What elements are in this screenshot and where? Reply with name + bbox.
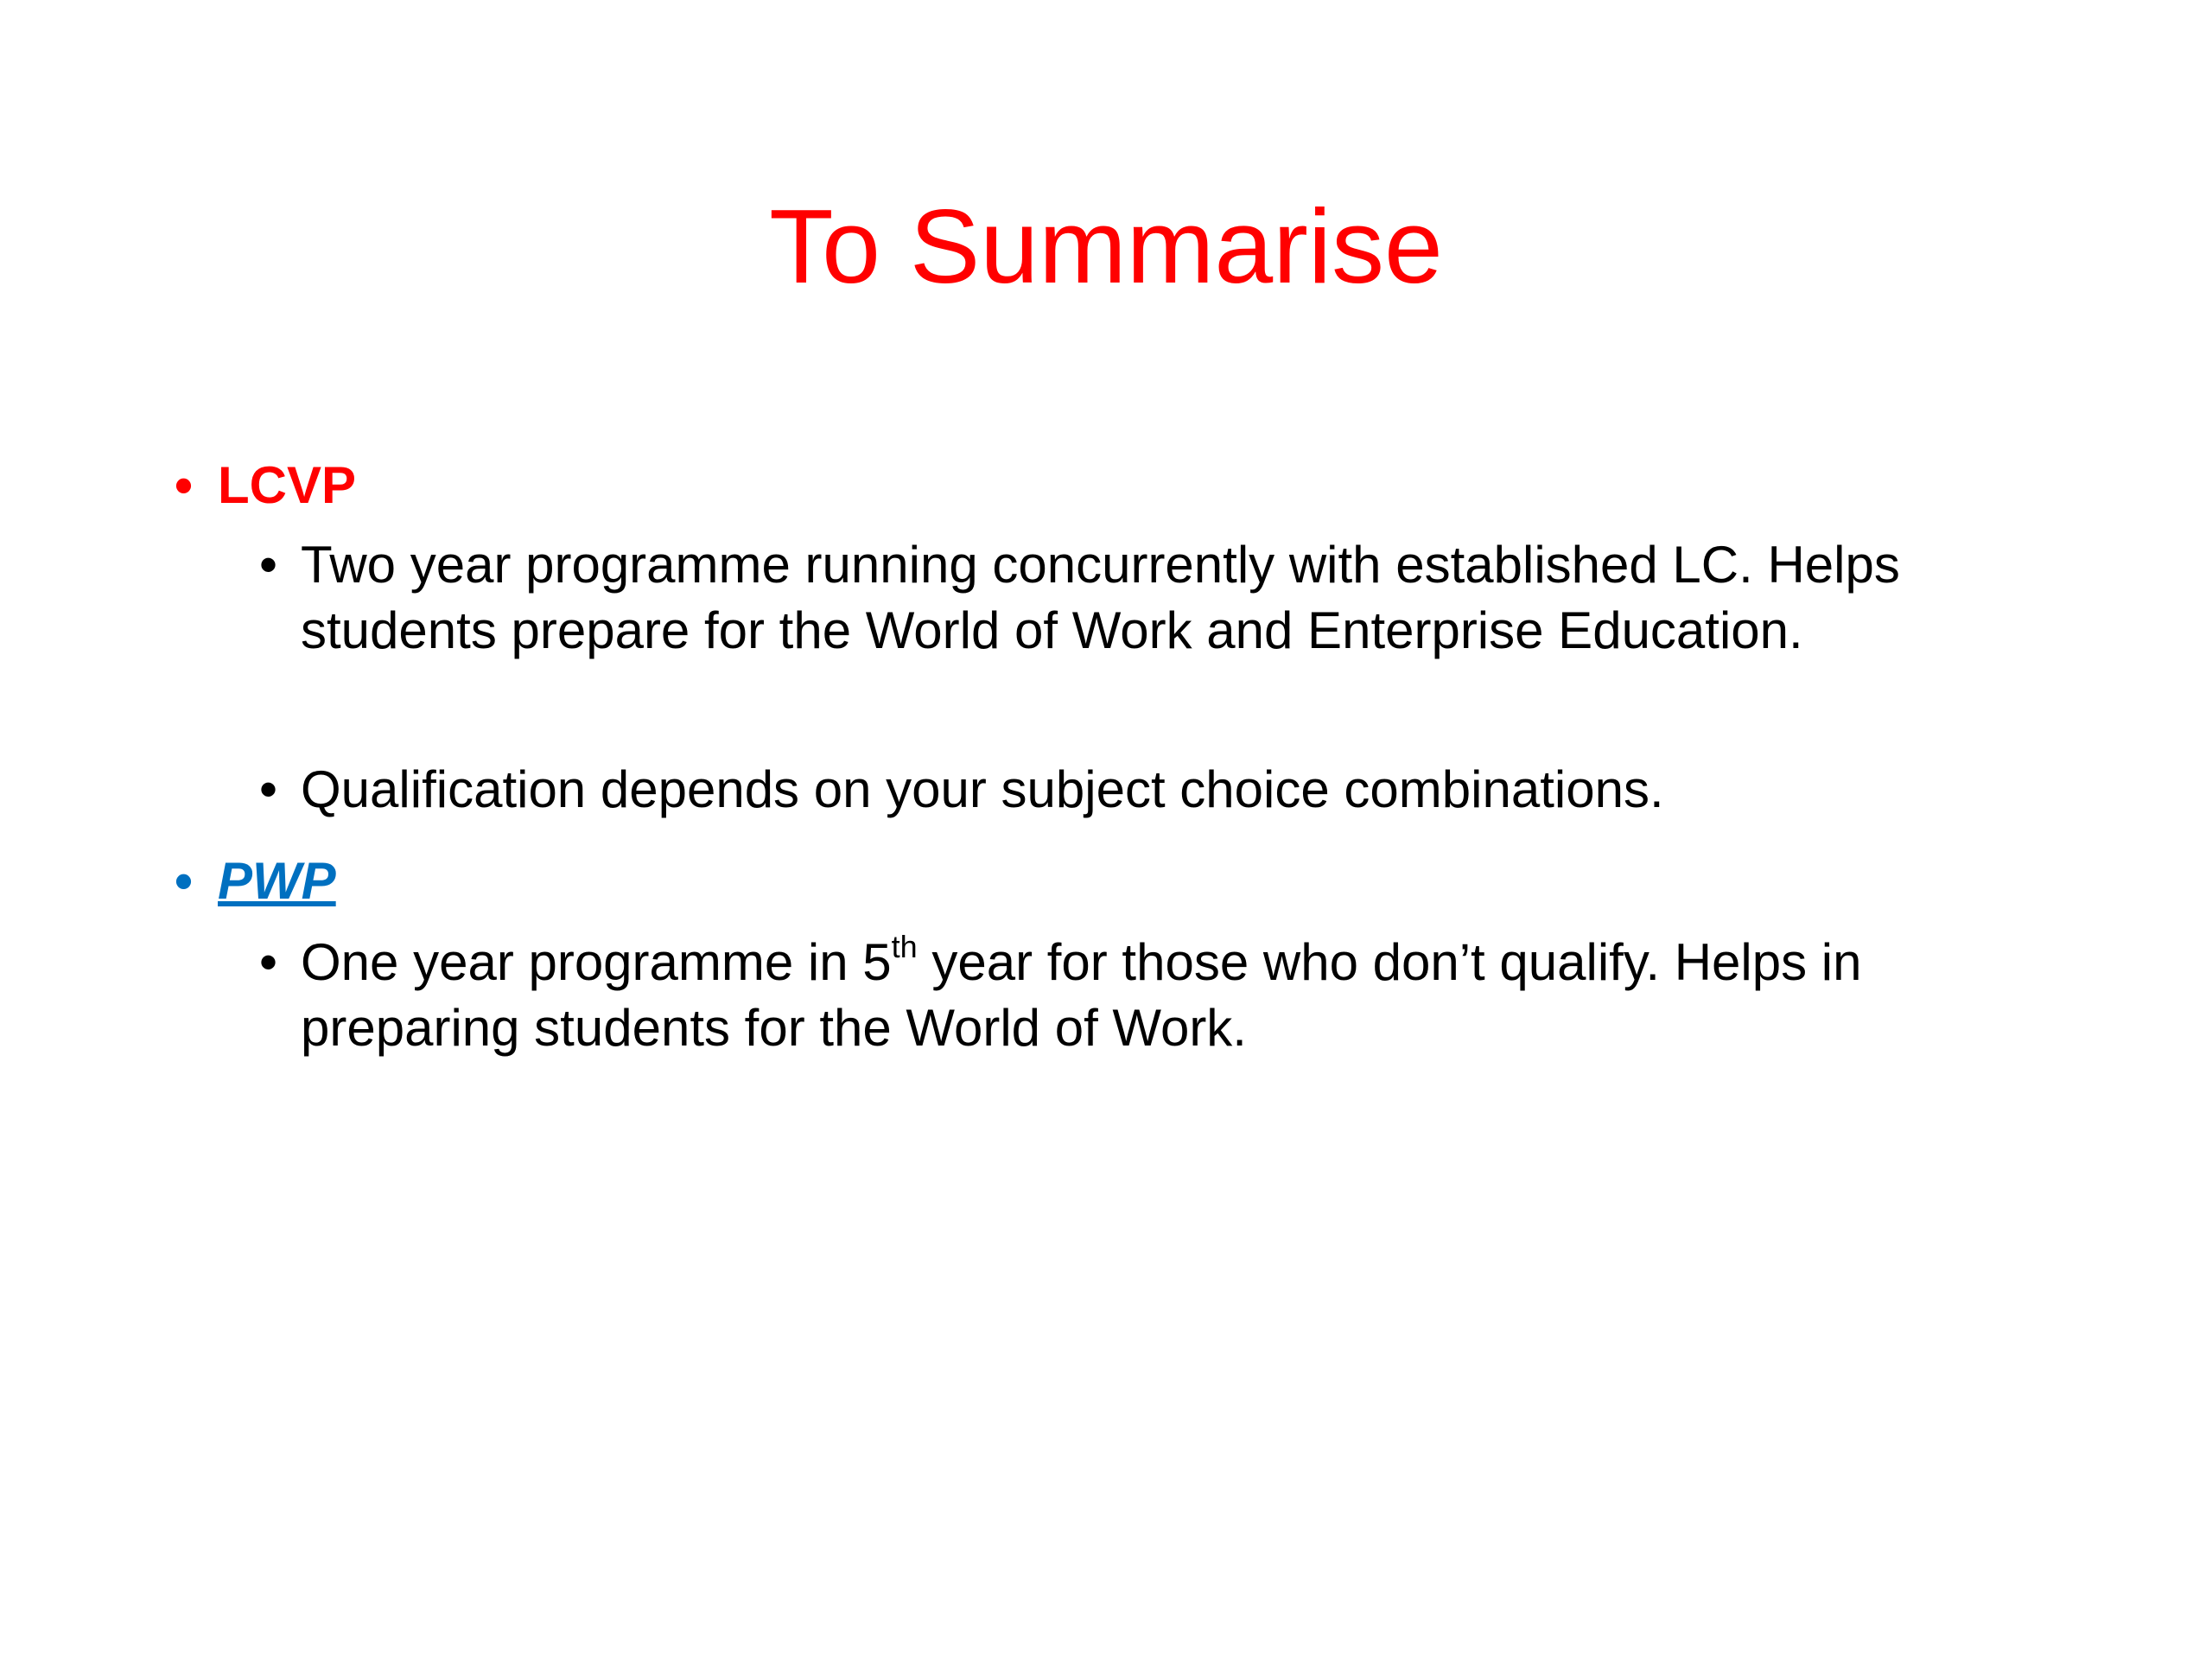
bullet-icon: •	[259, 933, 278, 991]
text-before-superscript: One year programme in 5	[301, 933, 892, 991]
list-item-text: Two year programme running concurrently with established LC. Helps students prepare for the World of Work and Enterprise Education.	[301, 536, 1900, 659]
list-item	[259, 757, 2074, 823]
bullet-icon: •	[175, 852, 194, 910]
section-pwp	[175, 849, 336, 914]
ordinal-superscript: th	[891, 929, 918, 964]
section-lcvp	[175, 453, 356, 518]
list-item	[259, 930, 2074, 1061]
bullet-icon: •	[259, 760, 278, 818]
list-item-text	[301, 930, 2074, 1061]
section-heading-lcvp: LCVP	[218, 456, 357, 514]
slide-title: To Summarise	[769, 188, 1443, 305]
bullet-icon: •	[259, 536, 278, 594]
bullet-icon: •	[175, 456, 194, 514]
list-item	[259, 532, 2074, 664]
pwp-link[interactable]: PWP	[218, 852, 336, 910]
list-item-text: Qualification depends on your subject choice combinations.	[301, 760, 1664, 818]
text-after-superscript: year for those who don’t qualify. Helps in preparing students for the World of Work.	[301, 933, 1862, 1057]
